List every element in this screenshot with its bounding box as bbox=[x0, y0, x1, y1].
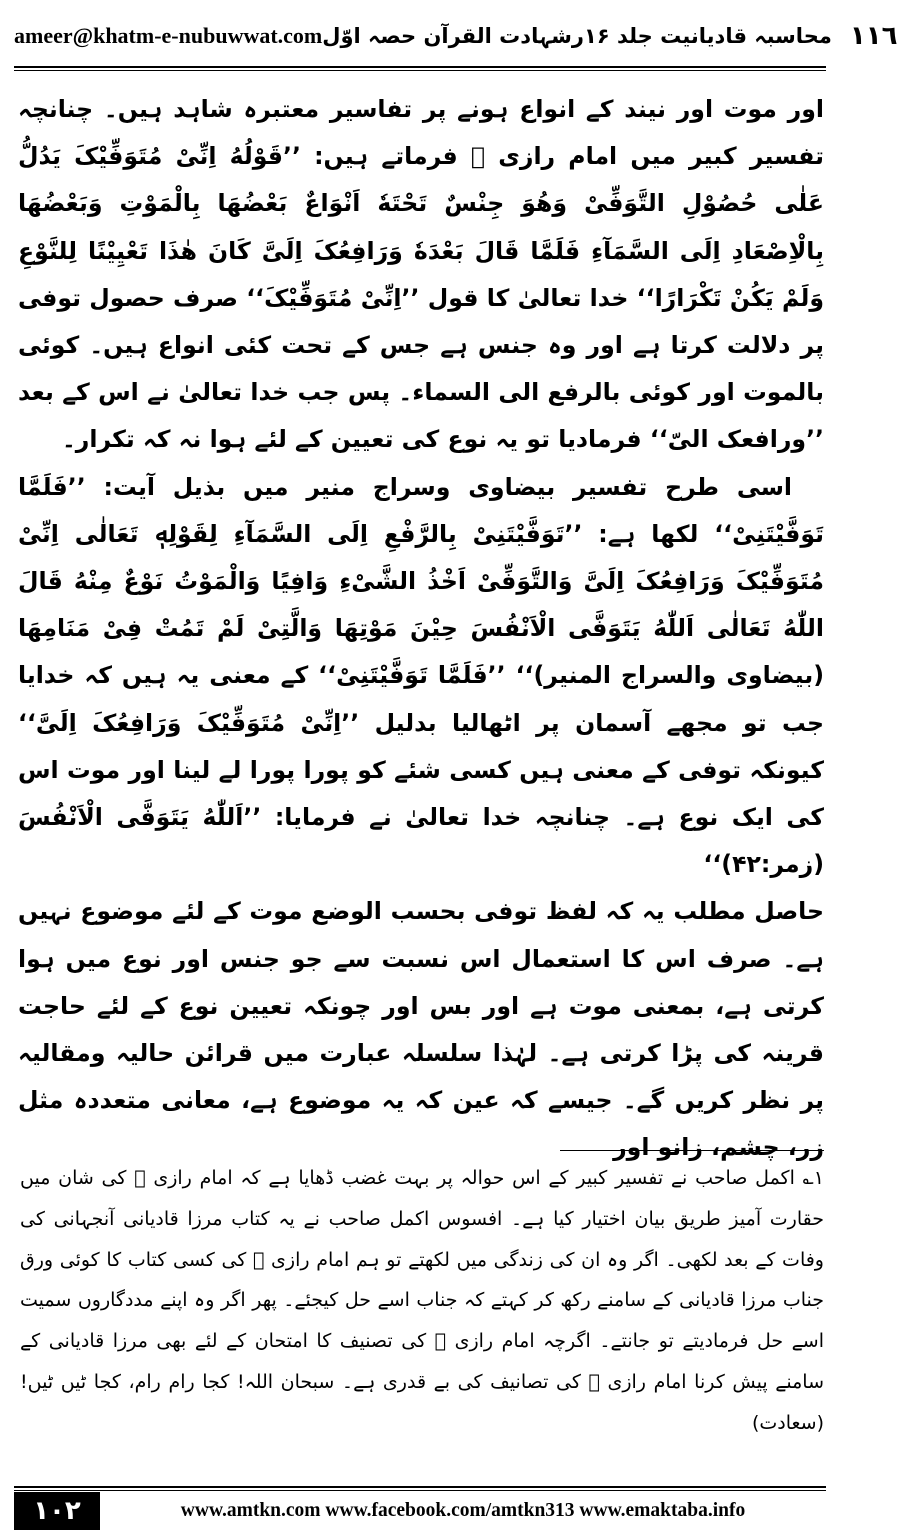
footnote-text: ۱؎ اکمل صاحب نے تفسیر کبیر کے اس حوالہ پر بہت غضب ڈھایا ہے کہ امام رازی ﷫ کی شان میں حقارت آمیز طریق بیان اختیار کیا ہے۔ افسوس اکمل صاحب نے یہ کتاب مرزا قادیانی آنجہانی کی وفات کے بعد لکھی۔ اگر وہ ان کی زندگی میں لکھتے تو ہم امام رازی ﷫ کی کسی کتاب کا کوئی ورق جناب مرزا قادیانی کے سامنے رکھ کر کہتے کہ جناب اسے حل کیجئے۔ پھر اگر وہ اپنے مددگاروں سمیت اسے حل فرمادیتے تو جانتے۔ اگرچہ امام رازی ﷫ کی تصنیف کا امتحان کے لئے بھی مرزا قادیانی کے سامنے پیش کرنا امام رازی ﷫ کی تصانیف کی بے قدری ہے۔ سبحان اللہ! کجا رام رام، کجا ٹیں ٹیں! (سعادت) bbox=[20, 1167, 824, 1434]
footnote-separator bbox=[560, 1150, 824, 1151]
header-rule bbox=[14, 66, 826, 68]
footnote bbox=[20, 1158, 824, 1444]
page-number-top: ١١٦ bbox=[849, 21, 897, 51]
email-address: ameer@khatm-e-nubuwwat.com bbox=[14, 23, 323, 48]
header-title-group bbox=[322, 21, 897, 51]
paragraph-3: حاصل مطلب یہ کہ لفظ توفی بحسب الوضع موت کے لئے موضوع نہیں ہے۔ صرف اس کا استعمال اس نسبت سے جو جنس اور نوع میں ہوا کرتی ہے، بمعنی موت ہے اور بس اور چونکہ تعیین نوع کے لئے حاجت قرینہ کی پڑا کرتی ہے۔ لہٰذا سلسلہ عبارت میں قرائن حالیہ ومقالیہ پر نظر کریں گے۔ جیسے کہ عین کہ یہ موضوع ہے، معانی متعددہ مثل زر، چشم، زانو اور bbox=[18, 897, 824, 1162]
paragraph-1: اور موت اور نیند کے انواع ہونے پر تفاسیر معتبرہ شاہد ہیں۔ چنانچہ تفسیر کبیر میں امام رازی ﷫ فرماتے ہیں: ’’قَوْلُهُ اِنِّیْ مُتَوَفِّیْکَ یَدُلُّ عَلٰی حُصُوْلِ التَّوَفِّیْ وَهُوَ جِنْسٌ تَحْتَهٗ اَنْوَاعٌ بَعْضُهَا بِالْمَوْتِ وَبَعْضُهَا بِالْاِصْعَادِ اِلَی السَّمَآءِ فَلَمَّا قَالَ بَعْدَهٗ وَرَافِعُکَ اِلَیَّ کَانَ هٰذَا تَعْیِیْنًا لِلنَّوْعِ وَلَمْ یَکُنْ تَکْرَارًا‘‘ خدا تعالیٰ کا قول ’’اِنِّیْ مُتَوَفِّیْکَ‘‘ صرف حصول توفی پر دلالت کرتا ہے اور وہ جنس ہے جس کے تحت کئی انواع ہیں۔ کوئی بالموت اور کوئی بالرفع الی السماء۔ پس جب خدا تعالیٰ نے اس کے بعد ’’ورافعک الیّ‘‘ فرمادیا تو یہ نوع کی تعیین کے لئے ہوا نہ کہ تکرار۔ bbox=[18, 95, 824, 454]
page-header bbox=[14, 10, 897, 62]
footer-links[interactable]: www.amtkn.com www.facebook.com/amtkn313 www.emaktaba.info bbox=[180, 1500, 746, 1521]
page-footer bbox=[14, 1492, 826, 1530]
footer-rule bbox=[14, 1486, 826, 1488]
page-number-bottom: ١٠٢ bbox=[14, 1492, 100, 1530]
paragraph-2: اسی طرح تفسیر بیضاوی وسراج منیر میں بذیل آیت: ’’فَلَمَّا تَوَفَّیْتَنِیْ‘‘ لکھا ہے: ’’تَوَفَّیْتَنِیْ بِالرَّفْعِ اِلَی السَّمَآءِ لِقَوْلِهٖ تَعَالٰی اِنِّیْ مُتَوَفِّیْکَ وَرَافِعُکَ اِلَیَّ وَالتَّوَفِّیْ اَخْذُ الشَّیْءِ وَافِیًا وَالْمَوْتُ نَوْعٌ مِنْهُ قَالَ اللّٰهُ تَعَالٰی اَللّٰهُ یَتَوَفَّی الْاَنْفُسَ حِیْنَ مَوْتِهَا وَالَّتِیْ لَمْ تَمُتْ فِیْ مَنَامِهَا (بیضاوی والسراج المنیر)‘‘ ’’فَلَمَّا تَوَفَّیْتَنِیْ‘‘ کے معنی یہ ہیں کہ خدایا جب تو مجھے آسمان پر اٹھالیا بدلیل ’’اِنِّیْ مُتَوَفِّیْکَ وَرَافِعُکَ اِلَیَّ‘‘ کیونکہ توفی کے معنی ہیں کسی شئے کو پورا پورا لے لینا اور موت اس کی ایک نوع ہے۔ چنانچہ خدا تعالیٰ نے فرمایا: ’’اَللّٰهُ یَتَوَفَّی الْاَنْفُسَ (زمر:۴۲)‘‘ bbox=[18, 472, 824, 879]
book-title: محاسبہ قادیانیت جلد ۱۶رشہادت القرآن حصہ اوّل bbox=[322, 24, 832, 48]
main-text bbox=[18, 86, 824, 1172]
